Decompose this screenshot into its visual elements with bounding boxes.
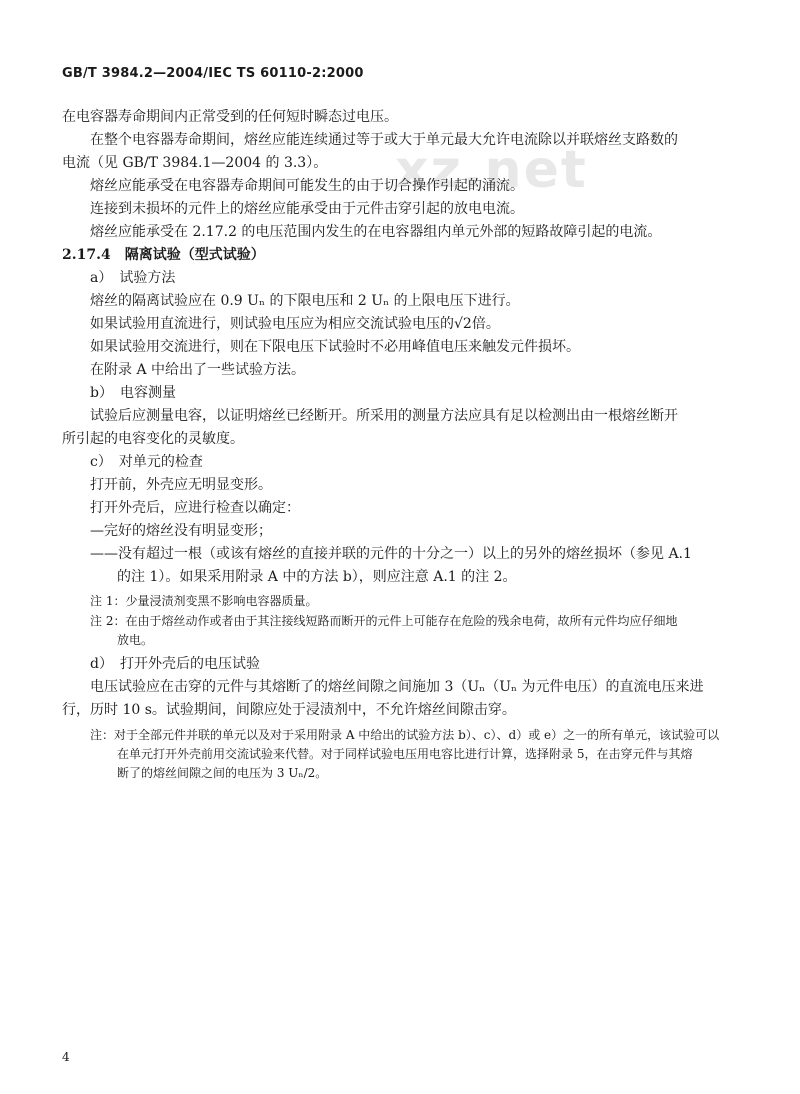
subsection-heading: b） 电容测量 <box>90 385 176 401</box>
watermark: xz.net <box>395 140 588 200</box>
list-item-continuation: 的注 1）。如果采用附录 A 中的方法 b），则应注意 A.1 的注 2。 <box>117 569 517 585</box>
body-line: 熔丝应能承受在 2.17.2 的电压范围内发生的在电容器组内单元外部的短路故障引起的电流。 <box>90 224 662 240</box>
body-line: 如果试验用直流进行，则试验电压应为相应交流试验电压的√2倍。 <box>90 316 500 332</box>
body-line: 熔丝应能承受在电容器寿命期间可能发生的由于切合操作引起的涌流。 <box>90 178 524 194</box>
standard-header: GB/T 3984.2—2004/IEC TS 60110-2:2000 <box>62 66 364 81</box>
body-line: 熔丝的隔离试验应在 0.9 Uₙ 的下限电压和 2 Uₙ 的上限电压下进行。 <box>90 293 520 309</box>
note-3-continuation: 在单元打开外壳前用交流试验来代替。对于同样试验电压用电容比进行计算，选择附录 5，在击穿元件与其熔 <box>117 747 693 761</box>
subsection-heading: c） 对单元的检查 <box>90 454 203 470</box>
note-2-continuation: 放电。 <box>117 633 154 647</box>
body-line: 试验后应测量电容，以证明熔丝已经断开。所采用的测量方法应具有足以检测出由一根熔丝断开 <box>90 408 678 424</box>
body-line: 所引起的电容变化的灵敏度。 <box>62 431 244 447</box>
page-number: 4 <box>62 1050 70 1064</box>
note-2: 注 2：在由于熔丝动作或者由于其注接线短路而断开的元件上可能存在危险的残余电荷，故所有元件均应仔细地 <box>90 614 678 628</box>
note-1: 注 1：少量浸渍剂变黑不影响电容器质量。 <box>90 594 318 608</box>
body-line: 行，历时 10 s。试验期间，间隙应处于浸渍剂中，不允许熔丝间隙击穿。 <box>62 702 516 718</box>
body-line: 连接到未损坏的元件上的熔丝应能承受由于元件击穿引起的放电电流。 <box>90 201 524 217</box>
list-item: —完好的熔丝没有明显变形； <box>90 523 272 539</box>
body-line: 在整个电容器寿命期间，熔丝应能连续通过等于或大于单元最大允许电流除以并联熔丝支路数的 <box>90 132 678 148</box>
subsection-heading: a） 试验方法 <box>90 270 176 286</box>
note-3: 注：对于全部元件并联的单元以及对于采用附录 A 中给出的试验方法 b）、c）、d）或 e）之一的所有单元，该试验可以 <box>90 728 720 742</box>
body-line: 电压试验应在击穿的元件与其熔断了的熔丝间隙之间施加 3（Uₙ（Uₙ 为元件电压）的直流电压来进 <box>90 679 704 695</box>
body-line: 如果试验用交流进行，则在下限电压下试验时不必用峰值电压来触发元件损坏。 <box>90 339 580 355</box>
body-line: 在附录 A 中给出了一些试验方法。 <box>90 362 306 378</box>
note-3-continuation: 断了的熔丝间隙之间的电压为 3 Uₙ/2。 <box>117 766 328 780</box>
body-line: 打开外壳后，应进行检查以确定： <box>90 500 300 516</box>
section-heading: 2.17.4 隔离试验（型式试验） <box>62 247 265 263</box>
body-line: 在电容器寿命期间内正常受到的任何短时瞬态过电压。 <box>62 109 398 125</box>
body-line: 电流（见 GB/T 3984.1—2004 的 3.3）。 <box>62 155 328 171</box>
list-item: ——没有超过一根（或该有熔丝的直接并联的元件的十分之一）以上的另外的熔丝损坏（参见 A.1 <box>90 546 692 562</box>
subsection-heading: d） 打开外壳后的电压试验 <box>90 656 260 672</box>
body-line: 打开前，外壳应无明显变形。 <box>90 477 272 493</box>
